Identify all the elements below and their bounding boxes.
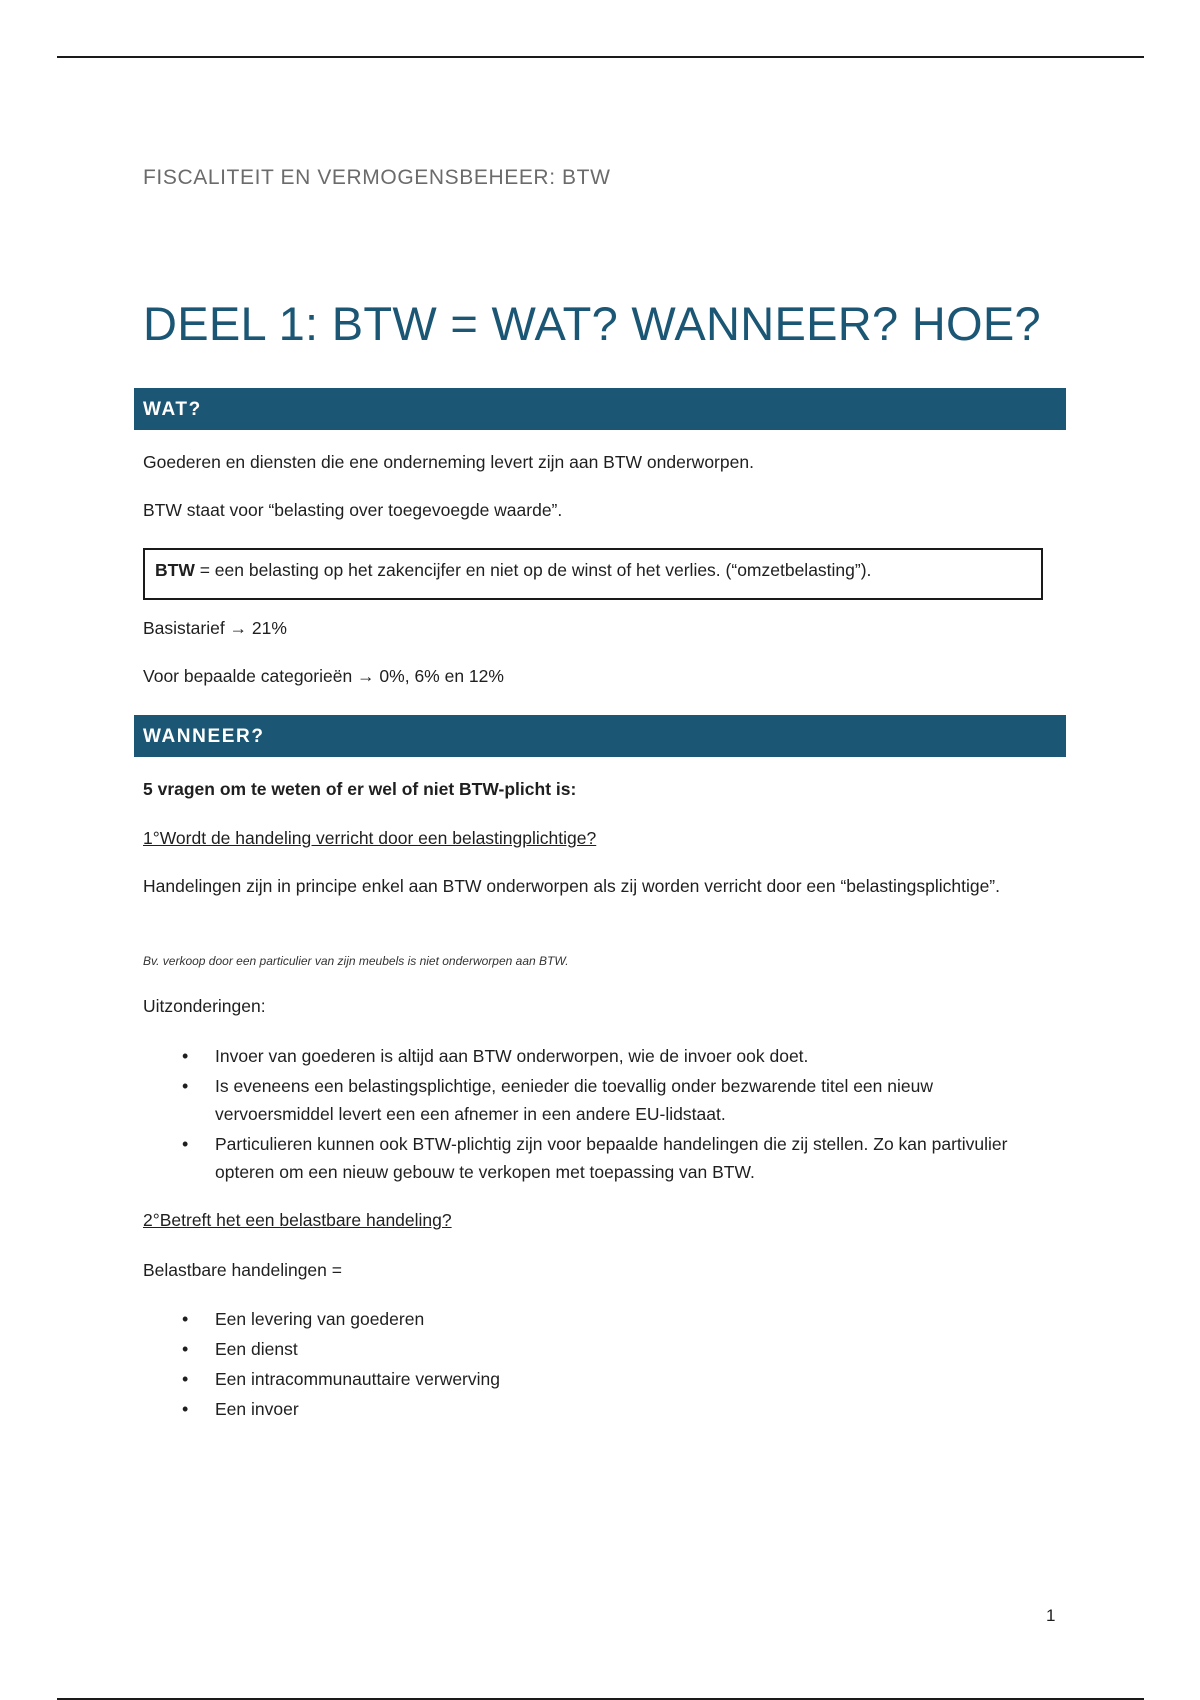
list-item	[143, 1365, 1043, 1393]
list-item-text: Een dienst	[215, 1339, 298, 1359]
list-item	[143, 1305, 1043, 1333]
page-title: DEEL 1: BTW = WAT? WANNEER? HOE?	[143, 297, 1041, 350]
exceptions-label: Uitzonderingen:	[143, 996, 266, 1016]
list-item	[143, 1130, 1043, 1186]
section-heading-label: WANNEER?	[143, 726, 265, 747]
definition-text	[155, 560, 871, 581]
definition-box	[143, 548, 1043, 600]
bullet-icon: •	[182, 1369, 189, 1389]
list-item	[143, 1395, 1043, 1423]
list-item	[143, 1042, 1043, 1070]
rate-reduced: Voor bepaalde categorieën → 0%, 6% en 12%	[143, 666, 504, 686]
bullet-icon: •	[182, 1399, 189, 1419]
list-item-text: Is eveneens een belastingsplichtige, eenieder die toevallig onder bezwarende titel een nieuw vervoersmiddel levert een een afnemer in een andere EU-lidstaat.	[215, 1076, 933, 1124]
section-heading-wat	[134, 388, 1066, 430]
bullet-icon: •	[182, 1046, 189, 1066]
section-heading-wanneer	[134, 715, 1066, 757]
example-note: Bv. verkoop door een particulier van zijn meubels is niet onderworpen aan BTW.	[143, 954, 569, 968]
definition-term: BTW	[155, 560, 195, 580]
bullet-icon: •	[182, 1076, 189, 1096]
list-item-text: Invoer van goederen is altijd aan BTW onderworpen, wie de invoer ook doet.	[215, 1046, 809, 1066]
list-item-text: Een intracommunauttaire verwerving	[215, 1369, 500, 1389]
list-item	[143, 1335, 1043, 1363]
list-item-text: Particulieren kunnen ook BTW-plichtig zijn voor bepaalde handelingen die zij stellen. Zo kan partivulier opteren om een nieuw gebouw te verkopen met toepassing van BTW.	[215, 1134, 1008, 1182]
list-item-text: Een levering van goederen	[215, 1309, 425, 1329]
bullet-icon: •	[182, 1339, 189, 1359]
definition-body: = een belasting op het zakencijfer en niet op de winst of het verlies. (“omzetbelasting”).	[194, 560, 872, 580]
bullet-icon: •	[182, 1134, 189, 1154]
list-item-text: Een invoer	[215, 1399, 299, 1419]
questions-intro: 5 vragen om te weten of er wel of niet BTW-plicht is:	[143, 779, 577, 799]
paragraph: Goederen en diensten die ene onderneming levert zijn aan BTW onderworpen.	[143, 452, 754, 472]
bullet-icon: •	[182, 1309, 189, 1329]
page-number: 1	[1046, 1606, 1056, 1625]
paragraph: BTW staat voor “belasting over toegevoegde waarde”.	[143, 500, 563, 520]
question-2-title: 2°Betreft het een belastbare handeling?	[143, 1210, 452, 1230]
top-rule	[57, 56, 1144, 58]
question-1-title: 1°Wordt de handeling verricht door een belastingplichtige?	[143, 828, 597, 848]
taxable-list	[143, 1305, 1043, 1425]
exceptions-list	[143, 1042, 1043, 1188]
list-item	[143, 1072, 1043, 1128]
taxable-label: Belastbare handelingen =	[143, 1260, 342, 1280]
question-1-text: Handelingen zijn in principe enkel aan BTW onderworpen als zij worden verricht door een “belastingsplichtige”.	[143, 876, 1000, 896]
rate-basic: Basistarief → 21%	[143, 618, 287, 638]
section-heading-label: WAT?	[143, 399, 202, 420]
running-header: FISCALITEIT EN VERMOGENSBEHEER: BTW	[143, 166, 611, 189]
